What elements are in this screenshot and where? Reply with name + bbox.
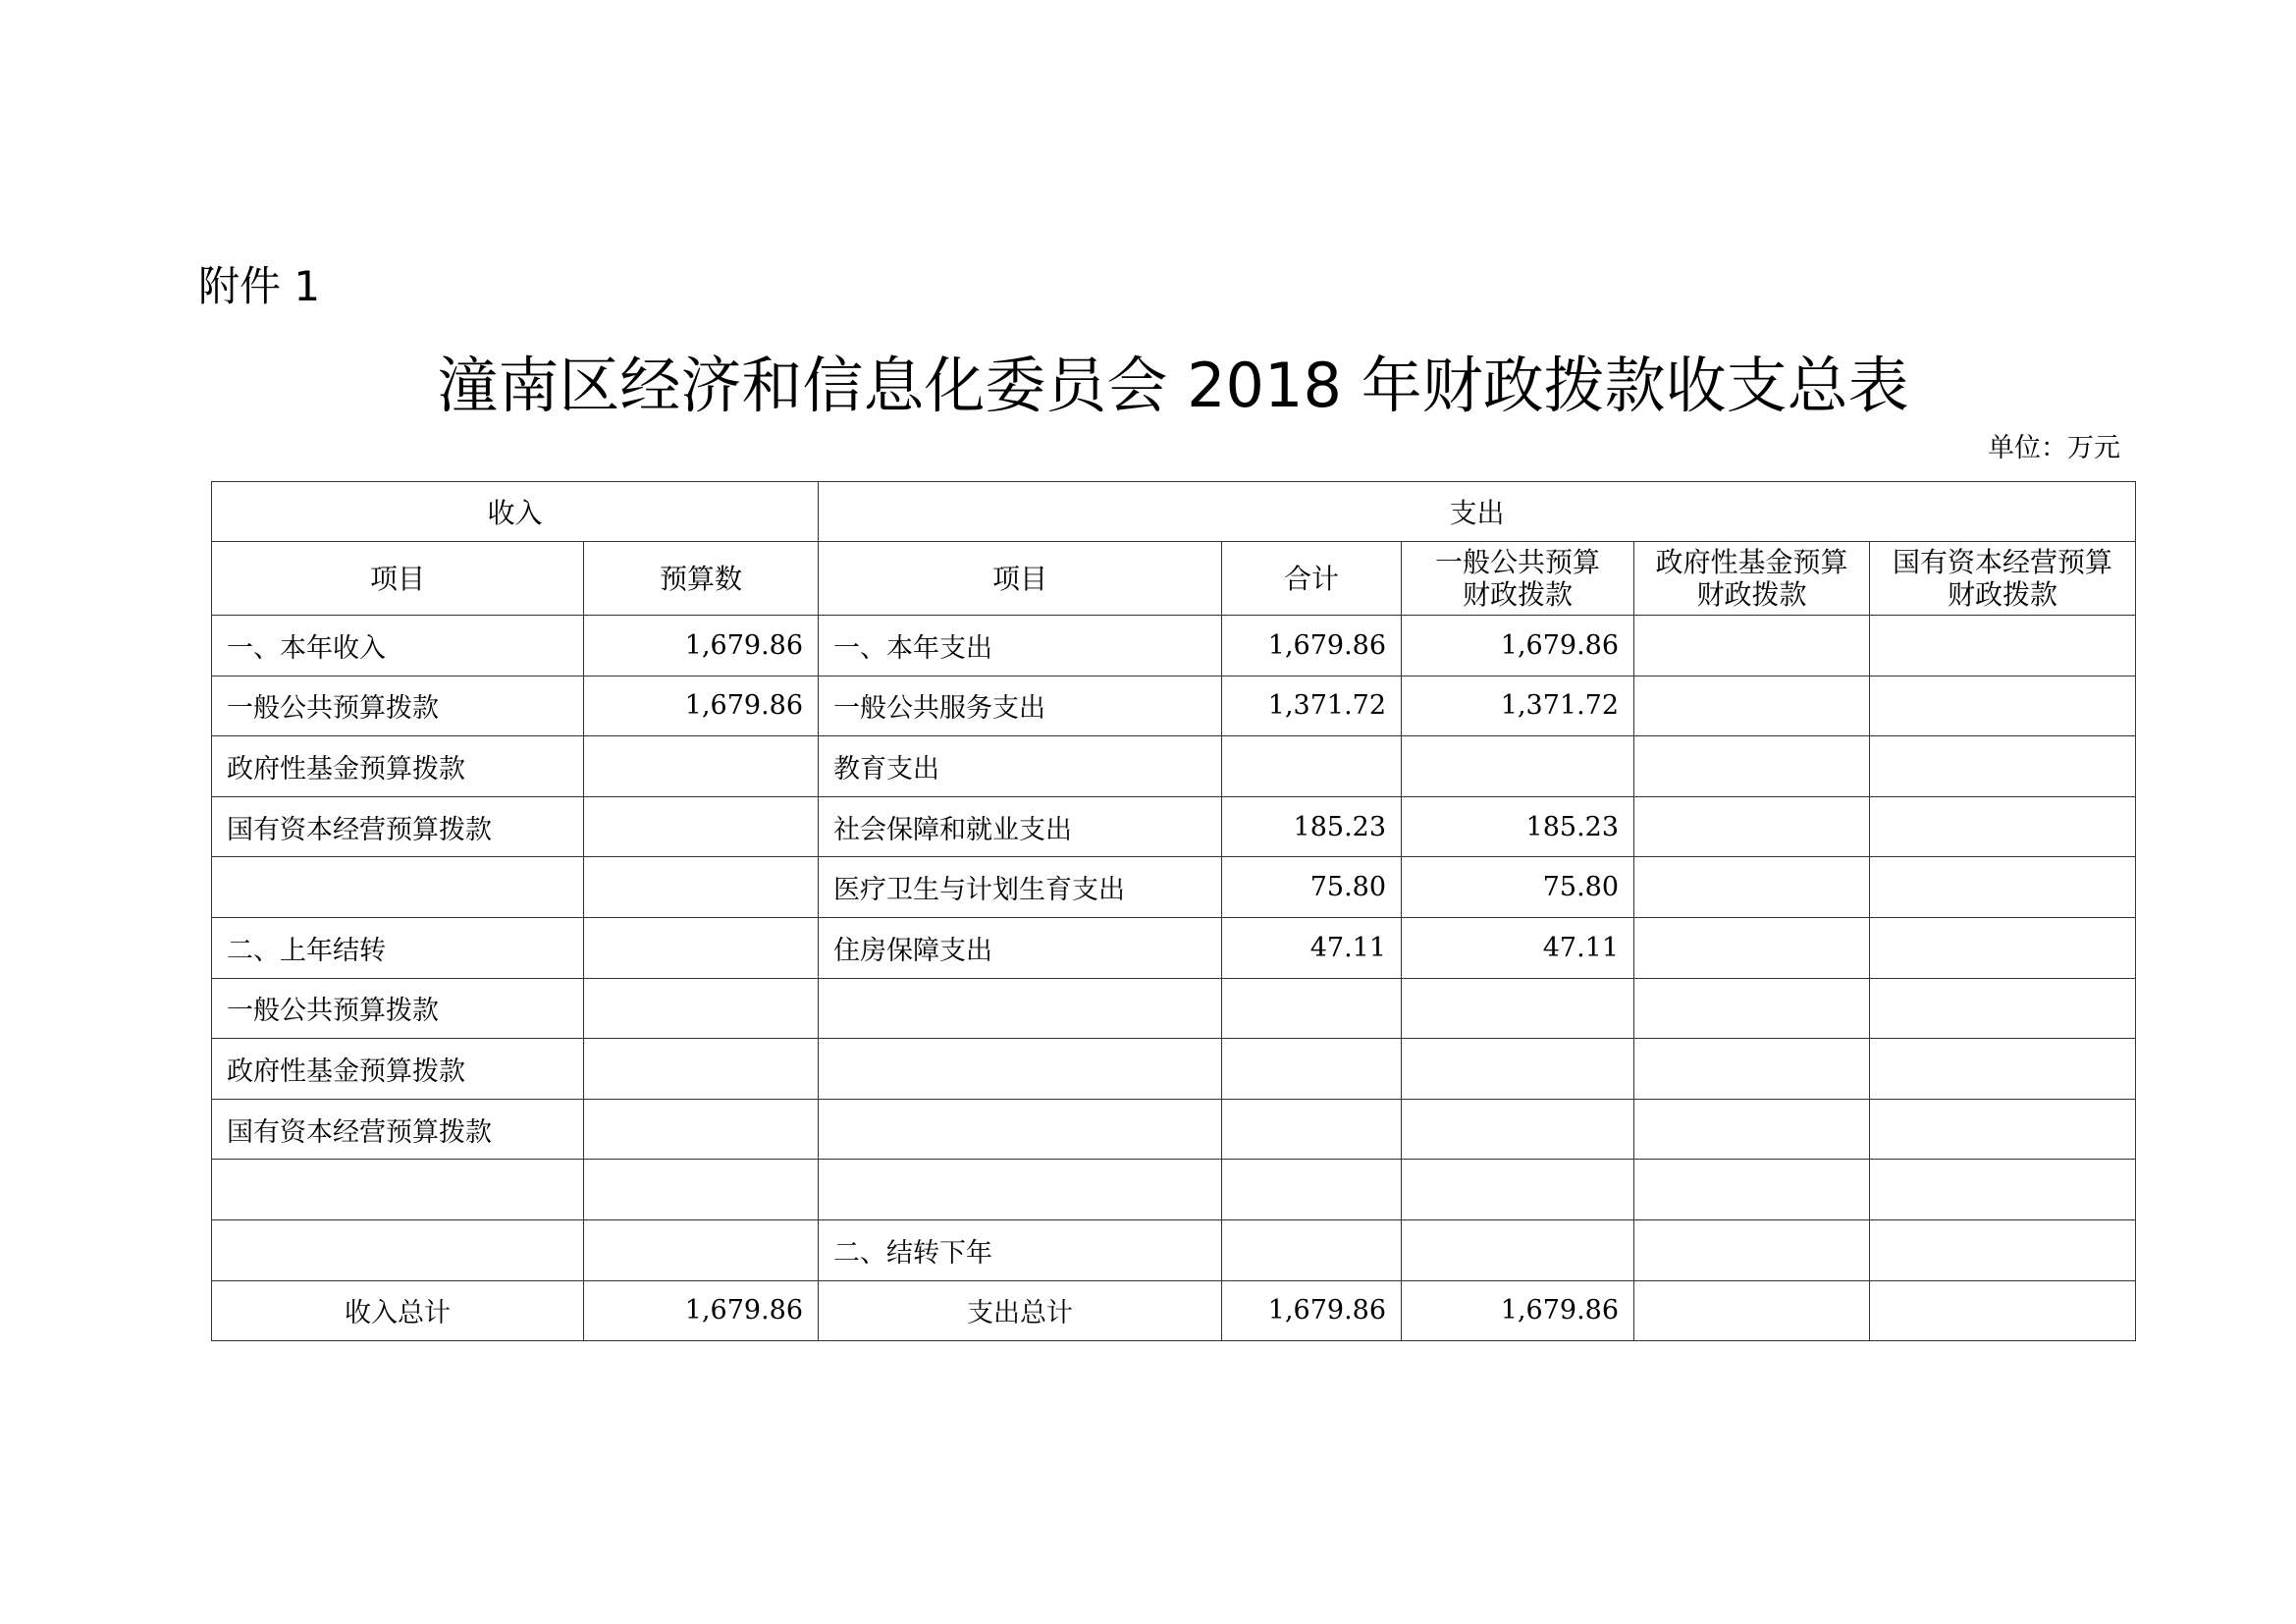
income-item-cell xyxy=(212,1160,584,1220)
income-budget-cell: 1,679.86 xyxy=(584,616,819,677)
expenditure-item-header xyxy=(819,542,1222,616)
table-row xyxy=(212,736,2136,797)
state-capital-budget-cell xyxy=(1870,917,2136,978)
expenditure-item-cell xyxy=(819,1039,1222,1100)
income-budget-cell xyxy=(584,736,819,797)
income-item-header xyxy=(212,542,584,616)
table-row xyxy=(212,796,2136,857)
expenditure-item-cell: 医疗卫生与计划生育支出 xyxy=(819,857,1222,918)
expenditure-total-cell xyxy=(1222,1099,1402,1160)
state-capital-budget-cell xyxy=(1870,796,2136,857)
expenditure-total-cell: 1,679.86 xyxy=(1222,616,1402,677)
government-fund-budget-cell xyxy=(1634,676,1870,736)
general-public-budget-cell: 75.80 xyxy=(1402,857,1634,918)
general-public-budget-cell: 47.11 xyxy=(1402,917,1634,978)
general-public-budget-cell: 1,679.86 xyxy=(1402,616,1634,677)
group-header-row xyxy=(212,482,2136,542)
state-capital-budget-cell xyxy=(1870,1280,2136,1341)
government-fund-budget-cell xyxy=(1634,796,1870,857)
government-fund-budget-cell xyxy=(1634,1160,1870,1220)
income-budget-header xyxy=(584,542,819,616)
state-capital-budget-cell xyxy=(1870,1099,2136,1160)
general-public-budget-header-line: 一般公共预算 xyxy=(1435,546,1601,578)
expenditure-total-cell xyxy=(1222,1219,1402,1280)
government-fund-budget-cell xyxy=(1634,1099,1870,1160)
expenditure-item-cell: 支出总计 xyxy=(819,1280,1222,1341)
expenditure-item-header-line: 项目 xyxy=(992,562,1048,595)
expenditure-item-cell xyxy=(819,1099,1222,1160)
income-item-cell xyxy=(212,857,584,918)
government-fund-budget-cell xyxy=(1634,736,1870,797)
expenditure-total-cell: 1,679.86 xyxy=(1222,1280,1402,1341)
income-budget-cell xyxy=(584,917,819,978)
table-head xyxy=(212,482,2136,616)
expenditure-group-header: 支出 xyxy=(819,482,2136,542)
income-budget-cell xyxy=(584,857,819,918)
page-title: 潼南区经济和信息化委员会 2018 年财政拨款收支总表 xyxy=(437,350,1909,421)
government-fund-budget-cell xyxy=(1634,616,1870,677)
state-capital-budget-header-line: 财政拨款 xyxy=(1948,578,2058,611)
attachment-label: 附件 1 xyxy=(198,262,321,310)
table-row xyxy=(212,917,2136,978)
government-fund-budget-cell xyxy=(1634,1219,1870,1280)
table-row xyxy=(212,1219,2136,1280)
general-public-budget-cell xyxy=(1402,1099,1634,1160)
income-budget-cell xyxy=(584,978,819,1039)
expenditure-total-cell: 47.11 xyxy=(1222,917,1402,978)
income-budget-cell: 1,679.86 xyxy=(584,676,819,736)
income-budget-cell xyxy=(584,1219,819,1280)
general-public-budget-header-line: 财政拨款 xyxy=(1463,578,1574,611)
income-item-cell: 国有资本经营预算拨款 xyxy=(212,1099,584,1160)
state-capital-budget-cell xyxy=(1870,1219,2136,1280)
income-item-cell: 一、本年收入 xyxy=(212,616,584,677)
table-row xyxy=(212,676,2136,736)
expenditure-item-cell: 住房保障支出 xyxy=(819,917,1222,978)
income-item-cell: 政府性基金预算拨款 xyxy=(212,736,584,797)
income-budget-header-line: 预算数 xyxy=(660,562,743,595)
general-public-budget-cell: 1,371.72 xyxy=(1402,676,1634,736)
table-row xyxy=(212,1099,2136,1160)
state-capital-budget-cell xyxy=(1870,616,2136,677)
income-item-cell: 二、上年结转 xyxy=(212,917,584,978)
expenditure-total-cell: 1,371.72 xyxy=(1222,676,1402,736)
general-public-budget-header xyxy=(1402,542,1634,616)
budget-summary-table xyxy=(211,481,2136,1341)
expenditure-item-cell: 一、本年支出 xyxy=(819,616,1222,677)
income-item-cell xyxy=(212,1219,584,1280)
income-budget-cell xyxy=(584,1039,819,1100)
expenditure-total-header-line: 合计 xyxy=(1284,562,1340,595)
expenditure-item-cell xyxy=(819,1160,1222,1220)
table-row xyxy=(212,1039,2136,1100)
government-fund-budget-header-line: 财政拨款 xyxy=(1696,578,1807,611)
column-header-row xyxy=(212,542,2136,616)
state-capital-budget-cell xyxy=(1870,978,2136,1039)
state-capital-budget-cell xyxy=(1870,1039,2136,1100)
expenditure-total-cell xyxy=(1222,1039,1402,1100)
general-public-budget-cell xyxy=(1402,1039,1634,1100)
table-row xyxy=(212,857,2136,918)
government-fund-budget-cell xyxy=(1634,1280,1870,1341)
expenditure-item-cell: 二、结转下年 xyxy=(819,1219,1222,1280)
state-capital-budget-cell xyxy=(1870,736,2136,797)
income-item-header-line: 项目 xyxy=(369,562,425,595)
government-fund-budget-cell xyxy=(1634,857,1870,918)
general-public-budget-cell: 185.23 xyxy=(1402,796,1634,857)
general-public-budget-cell xyxy=(1402,978,1634,1039)
table-row xyxy=(212,1160,2136,1220)
income-item-cell: 政府性基金预算拨款 xyxy=(212,1039,584,1100)
income-item-cell: 收入总计 xyxy=(212,1280,584,1341)
expenditure-item-cell xyxy=(819,978,1222,1039)
table-row xyxy=(212,978,2136,1039)
income-budget-cell xyxy=(584,1160,819,1220)
income-budget-cell xyxy=(584,796,819,857)
expenditure-total-cell: 75.80 xyxy=(1222,857,1402,918)
expenditure-total-cell xyxy=(1222,1160,1402,1220)
general-public-budget-cell: 1,679.86 xyxy=(1402,1280,1634,1341)
expenditure-item-cell: 教育支出 xyxy=(819,736,1222,797)
income-budget-cell: 1,679.86 xyxy=(584,1280,819,1341)
expenditure-total-header xyxy=(1222,542,1402,616)
expenditure-total-cell xyxy=(1222,736,1402,797)
state-capital-budget-cell xyxy=(1870,676,2136,736)
expenditure-total-cell: 185.23 xyxy=(1222,796,1402,857)
income-item-cell: 一般公共预算拨款 xyxy=(212,978,584,1039)
state-capital-budget-cell xyxy=(1870,857,2136,918)
table-body xyxy=(212,616,2136,1341)
unit-label: 单位：万元 xyxy=(1988,433,2120,463)
government-fund-budget-cell xyxy=(1634,1039,1870,1100)
state-capital-budget-header xyxy=(1870,542,2136,616)
income-item-cell: 一般公共预算拨款 xyxy=(212,676,584,736)
expenditure-total-cell xyxy=(1222,978,1402,1039)
state-capital-budget-cell xyxy=(1870,1160,2136,1220)
expenditure-item-cell: 社会保障和就业支出 xyxy=(819,796,1222,857)
government-fund-budget-cell xyxy=(1634,917,1870,978)
expenditure-item-cell: 一般公共服务支出 xyxy=(819,676,1222,736)
government-fund-budget-header-line: 政府性基金预算 xyxy=(1655,546,1848,578)
table-row xyxy=(212,616,2136,677)
government-fund-budget-cell xyxy=(1634,978,1870,1039)
income-group-header: 收入 xyxy=(212,482,819,542)
state-capital-budget-header-line: 国有资本经营预算 xyxy=(1893,546,2113,578)
general-public-budget-cell xyxy=(1402,1219,1634,1280)
general-public-budget-cell xyxy=(1402,736,1634,797)
table-row xyxy=(212,1280,2136,1341)
general-public-budget-cell xyxy=(1402,1160,1634,1220)
income-item-cell: 国有资本经营预算拨款 xyxy=(212,796,584,857)
income-budget-cell xyxy=(584,1099,819,1160)
government-fund-budget-header xyxy=(1634,542,1870,616)
